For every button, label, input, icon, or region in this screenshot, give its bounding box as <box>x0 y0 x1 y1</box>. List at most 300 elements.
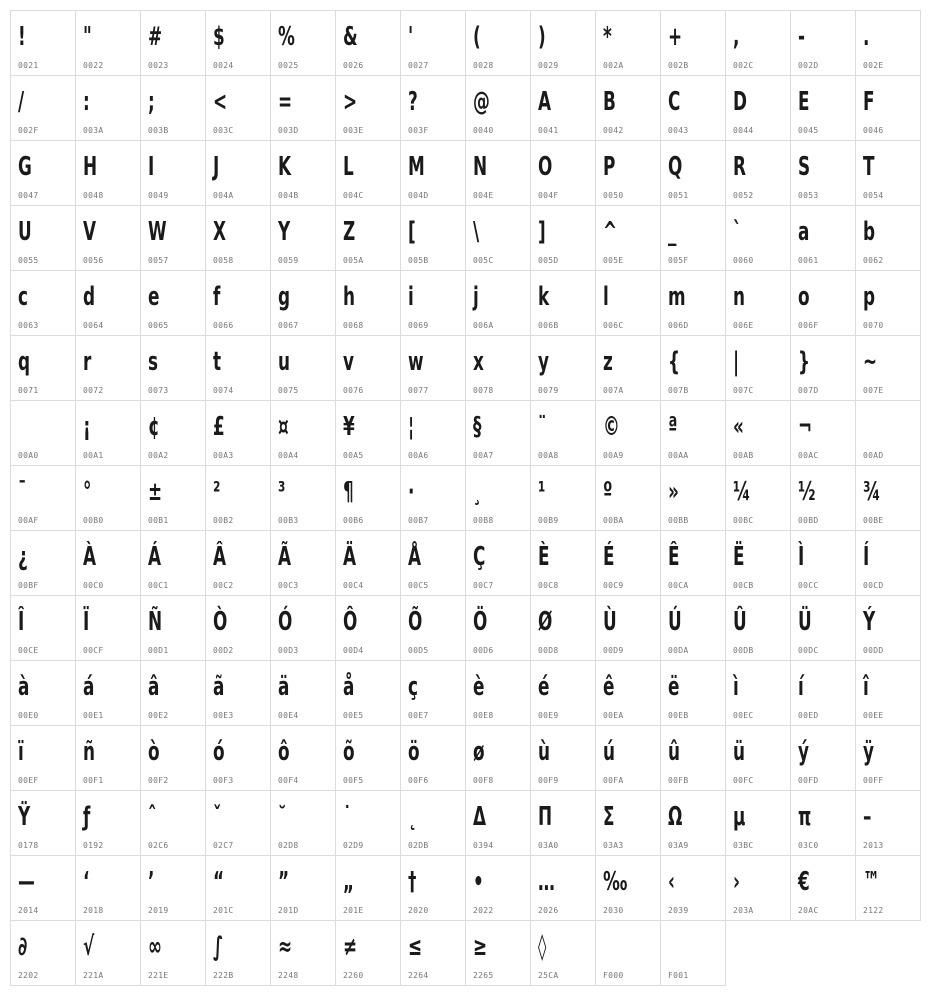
glyph-codepoint: 0026 <box>343 61 364 70</box>
glyph-cell <box>205 855 271 921</box>
glyph-codepoint: 2022 <box>473 906 494 915</box>
glyph-codepoint: 0041 <box>538 126 559 135</box>
glyph-cell <box>790 270 856 336</box>
glyph-cell <box>790 855 856 921</box>
glyph-cell <box>400 140 466 206</box>
glyph-char: ™ <box>863 867 880 897</box>
glyph-codepoint: 007B <box>668 386 689 395</box>
glyph-char: ^ <box>603 217 618 247</box>
glyph-cell <box>465 10 531 76</box>
glyph-cell <box>400 335 466 401</box>
glyph-cell <box>725 530 791 596</box>
glyph-codepoint: 02D8 <box>278 841 299 850</box>
glyph-codepoint: 00DD <box>863 646 884 655</box>
glyph-cell <box>595 205 661 271</box>
glyph-codepoint: 03BC <box>733 841 754 850</box>
glyph-char: ä <box>278 672 290 702</box>
glyph-char: “ <box>213 867 225 897</box>
glyph-codepoint: 00BF <box>18 581 39 590</box>
glyph-cell <box>725 140 791 206</box>
glyph-codepoint: 0055 <box>18 256 39 265</box>
glyph-codepoint: 0075 <box>278 386 299 395</box>
glyph-codepoint: 00F9 <box>538 776 559 785</box>
glyph-char: Δ <box>473 802 487 832</box>
glyph-cell <box>595 790 661 856</box>
glyph-cell <box>855 270 921 336</box>
glyph-codepoint: 0049 <box>148 191 169 200</box>
glyph-cell <box>335 140 401 206</box>
glyph-cell <box>725 595 791 661</box>
glyph-char: ◊ <box>538 932 547 962</box>
glyph-char: √ <box>83 932 95 962</box>
glyph-cell <box>140 335 206 401</box>
glyph-char: " <box>83 22 92 52</box>
glyph-char: k <box>538 282 550 312</box>
glyph-cell <box>465 335 531 401</box>
glyph-char: è <box>473 672 485 702</box>
glyph-cell <box>855 10 921 76</box>
glyph-codepoint: 00B3 <box>278 516 299 525</box>
glyph-char: õ <box>343 737 355 767</box>
glyph-cell <box>335 10 401 76</box>
glyph-cell <box>790 725 856 791</box>
glyph-codepoint: 0027 <box>408 61 429 70</box>
glyph-cell <box>465 465 531 531</box>
glyph-cell <box>270 530 336 596</box>
glyph-char: D <box>733 87 747 117</box>
glyph-char: ' <box>408 22 414 52</box>
glyph-cell <box>205 335 271 401</box>
glyph-codepoint: 00D4 <box>343 646 364 655</box>
glyph-char: ¯ <box>18 477 27 507</box>
glyph-cell <box>660 400 726 466</box>
glyph-char: ÿ <box>863 737 874 767</box>
glyph-cell <box>855 530 921 596</box>
glyph-cell <box>335 660 401 726</box>
glyph-cell <box>660 855 726 921</box>
glyph-char: ” <box>278 867 290 897</box>
glyph-char: = <box>278 87 293 117</box>
glyph-codepoint: 0061 <box>798 256 819 265</box>
glyph-codepoint: 004E <box>473 191 494 200</box>
glyph-char: ≈ <box>278 932 293 962</box>
glyph-cell <box>10 530 76 596</box>
glyph-codepoint: 0051 <box>668 191 689 200</box>
glyph-codepoint: 00EF <box>18 776 39 785</box>
glyph-cell <box>660 920 726 986</box>
glyph-codepoint: 00EC <box>733 711 754 720</box>
glyph-codepoint: 02DB <box>408 841 429 850</box>
glyph-codepoint: 005E <box>603 256 624 265</box>
glyph-codepoint: 00F1 <box>83 776 104 785</box>
glyph-codepoint: 00E7 <box>408 711 429 720</box>
glyph-char: „ <box>343 867 355 897</box>
glyph-char: Q <box>668 152 683 182</box>
glyph-cell <box>595 595 661 661</box>
glyph-cell <box>465 855 531 921</box>
glyph-cell <box>400 855 466 921</box>
glyph-codepoint: 006B <box>538 321 559 330</box>
glyph-char: î <box>863 672 869 702</box>
glyph-cell <box>855 205 921 271</box>
glyph-char: G <box>18 152 32 182</box>
glyph-cell <box>140 205 206 271</box>
glyph-cell <box>530 660 596 726</box>
glyph-char: h <box>343 282 355 312</box>
glyph-codepoint: 0394 <box>473 841 494 850</box>
glyph-cell <box>660 270 726 336</box>
glyph-cell <box>530 205 596 271</box>
glyph-codepoint: 00CF <box>83 646 104 655</box>
glyph-char: Ú <box>668 607 682 637</box>
glyph-char: — <box>18 867 35 897</box>
glyph-char: S <box>798 152 811 182</box>
glyph-cell <box>75 75 141 141</box>
glyph-codepoint: 201C <box>213 906 234 915</box>
glyph-cell <box>530 465 596 531</box>
glyph-codepoint: 006A <box>473 321 494 330</box>
glyph-char: É <box>603 542 615 572</box>
glyph-char: ¨ <box>538 412 547 442</box>
glyph-codepoint: 007A <box>603 386 624 395</box>
glyph-char: £ <box>213 412 225 442</box>
glyph-cell <box>725 75 791 141</box>
glyph-cell <box>270 140 336 206</box>
glyph-codepoint: 00C2 <box>213 581 234 590</box>
glyph-codepoint: 2026 <box>538 906 559 915</box>
glyph-codepoint: 0073 <box>148 386 169 395</box>
glyph-codepoint: 00B2 <box>213 516 234 525</box>
glyph-cell <box>855 335 921 401</box>
glyph-cell <box>660 205 726 271</box>
glyph-codepoint: 0024 <box>213 61 234 70</box>
glyph-codepoint: 003C <box>213 126 234 135</box>
glyph-codepoint: 2013 <box>863 841 884 850</box>
glyph-char: * <box>603 22 612 52</box>
glyph-codepoint: 2020 <box>408 906 429 915</box>
glyph-char: Y <box>278 217 291 247</box>
glyph-codepoint: 00E5 <box>343 711 364 720</box>
glyph-cell <box>530 270 596 336</box>
glyph-codepoint: 02C6 <box>148 841 169 850</box>
glyph-cell <box>530 920 596 986</box>
glyph-cell <box>205 530 271 596</box>
glyph-codepoint: 0066 <box>213 321 234 330</box>
glyph-codepoint: 004A <box>213 191 234 200</box>
glyph-cell <box>205 790 271 856</box>
glyph-char: s <box>148 347 159 377</box>
glyph-cell <box>855 790 921 856</box>
glyph-char: ‘ <box>83 867 90 897</box>
glyph-char: / <box>18 87 25 117</box>
glyph-codepoint: 00B8 <box>473 516 494 525</box>
glyph-codepoint: F000 <box>603 971 624 980</box>
glyph-char: Å <box>408 542 422 572</box>
glyph-codepoint: 005C <box>473 256 494 265</box>
glyph-char: @ <box>473 87 490 117</box>
glyph-cell <box>270 725 336 791</box>
glyph-cell <box>140 270 206 336</box>
glyph-codepoint: 00AB <box>733 451 754 460</box>
glyph-cell <box>205 75 271 141</box>
glyph-codepoint: 002F <box>18 126 39 135</box>
glyph-char: Ý <box>863 607 876 637</box>
glyph-codepoint: 00F5 <box>343 776 364 785</box>
glyph-char: ° <box>83 477 92 507</box>
glyph-codepoint: 0025 <box>278 61 299 70</box>
glyph-cell <box>725 465 791 531</box>
glyph-char: E <box>798 87 810 117</box>
glyph-char: A <box>538 87 552 117</box>
glyph-char: { <box>668 347 680 377</box>
glyph-codepoint: 2018 <box>83 906 104 915</box>
glyph-char: ê <box>603 672 615 702</box>
glyph-char: ã <box>213 672 225 702</box>
glyph-char: ˇ <box>213 802 222 832</box>
glyph-char: ; <box>148 87 155 117</box>
glyph-codepoint: 03A3 <box>603 841 624 850</box>
glyph-cell <box>10 75 76 141</box>
glyph-char: º <box>603 477 613 507</box>
glyph-cell <box>205 10 271 76</box>
glyph-char: i <box>408 282 414 312</box>
glyph-cell <box>335 725 401 791</box>
glyph-cell <box>725 335 791 401</box>
glyph-char: ¸ <box>473 477 482 507</box>
glyph-cell <box>530 140 596 206</box>
glyph-char: ‰ <box>603 867 628 897</box>
glyph-char: ! <box>18 22 26 52</box>
glyph-codepoint: 00CE <box>18 646 39 655</box>
glyph-char: Õ <box>408 607 423 637</box>
glyph-cell <box>725 10 791 76</box>
glyph-cell <box>140 595 206 661</box>
glyph-codepoint: 00FB <box>668 776 689 785</box>
glyph-codepoint: 00CB <box>733 581 754 590</box>
glyph-codepoint: F001 <box>668 971 689 980</box>
glyph-cell <box>660 140 726 206</box>
glyph-codepoint: 003D <box>278 126 299 135</box>
glyph-codepoint: 0192 <box>83 841 104 850</box>
glyph-codepoint: 00A2 <box>148 451 169 460</box>
glyph-cell <box>270 75 336 141</box>
glyph-cell <box>270 335 336 401</box>
glyph-char: y <box>538 347 549 377</box>
glyph-cell <box>205 660 271 726</box>
glyph-cell <box>660 725 726 791</box>
glyph-char: ù <box>538 737 550 767</box>
glyph-cell <box>205 270 271 336</box>
glyph-cell <box>790 400 856 466</box>
glyph-codepoint: 00AD <box>863 451 884 460</box>
glyph-cell <box>140 75 206 141</box>
glyph-char: È <box>538 542 550 572</box>
glyph-cell <box>335 270 401 336</box>
glyph-char: R <box>733 152 746 182</box>
glyph-codepoint: 0046 <box>863 126 884 135</box>
glyph-cell <box>530 530 596 596</box>
glyph-char: L <box>343 152 354 182</box>
glyph-cell <box>530 595 596 661</box>
glyph-cell <box>725 400 791 466</box>
glyph-codepoint: 0068 <box>343 321 364 330</box>
glyph-cell <box>725 205 791 271</box>
glyph-cell <box>10 920 76 986</box>
glyph-codepoint: 004F <box>538 191 559 200</box>
glyph-codepoint: 006C <box>603 321 624 330</box>
glyph-char: ‹ <box>668 867 675 897</box>
glyph-char: ì <box>733 672 739 702</box>
glyph-cell <box>140 465 206 531</box>
glyph-cell <box>530 335 596 401</box>
glyph-codepoint: 00FF <box>863 776 884 785</box>
glyph-cell <box>530 400 596 466</box>
glyph-codepoint: 003A <box>83 126 104 135</box>
glyph-codepoint: 00B7 <box>408 516 429 525</box>
glyph-codepoint: 00E0 <box>18 711 39 720</box>
glyph-char: z <box>603 347 613 377</box>
glyph-char: Î <box>18 607 25 637</box>
glyph-cell <box>660 660 726 726</box>
glyph-cell <box>140 725 206 791</box>
glyph-char: Ô <box>343 607 358 637</box>
glyph-codepoint: 00FA <box>603 776 624 785</box>
glyph-cell <box>10 790 76 856</box>
glyph-cell <box>205 140 271 206</box>
glyph-codepoint: 2260 <box>343 971 364 980</box>
glyph-char: F <box>863 87 875 117</box>
glyph-cell <box>75 920 141 986</box>
glyph-char: ˙ <box>343 802 352 832</box>
glyph-cell <box>660 10 726 76</box>
glyph-cell <box>140 790 206 856</box>
glyph-codepoint: 00ED <box>798 711 819 720</box>
glyph-char: Ì <box>798 542 805 572</box>
glyph-cell <box>855 595 921 661</box>
glyph-codepoint: 00A4 <box>278 451 299 460</box>
glyph-cell <box>10 855 76 921</box>
glyph-codepoint: 03A0 <box>538 841 559 850</box>
glyph-char: v <box>343 347 354 377</box>
glyph-codepoint: 0063 <box>18 321 39 330</box>
glyph-cell <box>465 400 531 466</box>
glyph-codepoint: 00BA <box>603 516 624 525</box>
glyph-cell <box>75 335 141 401</box>
glyph-char: > <box>343 87 358 117</box>
glyph-char: Ó <box>278 607 293 637</box>
glyph-cell <box>75 660 141 726</box>
glyph-codepoint: 0052 <box>733 191 754 200</box>
glyph-char: n <box>733 282 745 312</box>
glyph-cell <box>75 855 141 921</box>
glyph-cell <box>400 75 466 141</box>
glyph-codepoint: 2264 <box>408 971 429 980</box>
glyph-char: J <box>213 152 220 182</box>
glyph-char: K <box>278 152 292 182</box>
glyph-char: í <box>798 672 804 702</box>
glyph-char: À <box>83 542 97 572</box>
glyph-char: â <box>148 672 160 702</box>
glyph-codepoint: 00F6 <box>408 776 429 785</box>
glyph-codepoint: 00D6 <box>473 646 494 655</box>
glyph-cell <box>595 400 661 466</box>
glyph-codepoint: 007D <box>798 386 819 395</box>
glyph-codepoint: 007C <box>733 386 754 395</box>
glyph-cell <box>335 75 401 141</box>
glyph-char: Ü <box>798 607 812 637</box>
glyph-codepoint: 007E <box>863 386 884 395</box>
glyph-codepoint: 0178 <box>18 841 39 850</box>
glyph-char: d <box>83 282 96 312</box>
glyph-cell <box>855 725 921 791</box>
glyph-char: ¡ <box>83 412 91 442</box>
glyph-cell <box>855 855 921 921</box>
glyph-char: X <box>213 217 226 247</box>
glyph-cell <box>725 725 791 791</box>
glyph-char: á <box>83 672 95 702</box>
glyph-char: Ù <box>603 607 617 637</box>
glyph-cell <box>140 140 206 206</box>
glyph-cell <box>660 335 726 401</box>
glyph-cell <box>855 140 921 206</box>
glyph-codepoint: 0040 <box>473 126 494 135</box>
glyph-codepoint: 00DA <box>668 646 689 655</box>
glyph-codepoint: 00E2 <box>148 711 169 720</box>
glyph-char: \ <box>473 217 480 247</box>
glyph-char: ½ <box>798 477 816 507</box>
glyph-char: t <box>213 347 222 377</box>
glyph-char: c <box>18 282 28 312</box>
glyph-cell <box>270 10 336 76</box>
glyph-cell <box>465 725 531 791</box>
glyph-codepoint: 221A <box>83 971 104 980</box>
glyph-char: Π <box>538 802 553 832</box>
glyph-cell <box>595 335 661 401</box>
glyph-char: C <box>668 87 681 117</box>
glyph-cell <box>660 75 726 141</box>
glyph-char: $ <box>213 22 225 52</box>
glyph-char: å <box>343 672 355 702</box>
glyph-codepoint: 0050 <box>603 191 624 200</box>
glyph-char: Ω <box>668 802 683 832</box>
glyph-cell <box>400 530 466 596</box>
glyph-char: † <box>408 867 417 897</box>
glyph-cell <box>270 920 336 986</box>
glyph-char: + <box>668 22 683 52</box>
glyph-char: Ç <box>473 542 486 572</box>
glyph-codepoint: 00A0 <box>18 451 39 460</box>
glyph-cell <box>855 400 921 466</box>
glyph-char: x <box>473 347 484 377</box>
glyph-char: · <box>408 477 415 507</box>
glyph-codepoint: 0044 <box>733 126 754 135</box>
glyph-cell <box>10 335 76 401</box>
glyph-cell <box>530 75 596 141</box>
glyph-cell <box>75 400 141 466</box>
glyph-char: b <box>863 217 876 247</box>
glyph-char: é <box>538 672 550 702</box>
glyph-codepoint: 002D <box>798 61 819 70</box>
glyph-char: Ò <box>213 607 228 637</box>
glyph-cell <box>10 400 76 466</box>
glyph-cell <box>595 920 661 986</box>
glyph-codepoint: 005B <box>408 256 429 265</box>
glyph-cell <box>855 465 921 531</box>
glyph-cell <box>10 10 76 76</box>
glyph-codepoint: 02D9 <box>343 841 364 850</box>
glyph-cell <box>140 660 206 726</box>
glyph-cell <box>10 140 76 206</box>
